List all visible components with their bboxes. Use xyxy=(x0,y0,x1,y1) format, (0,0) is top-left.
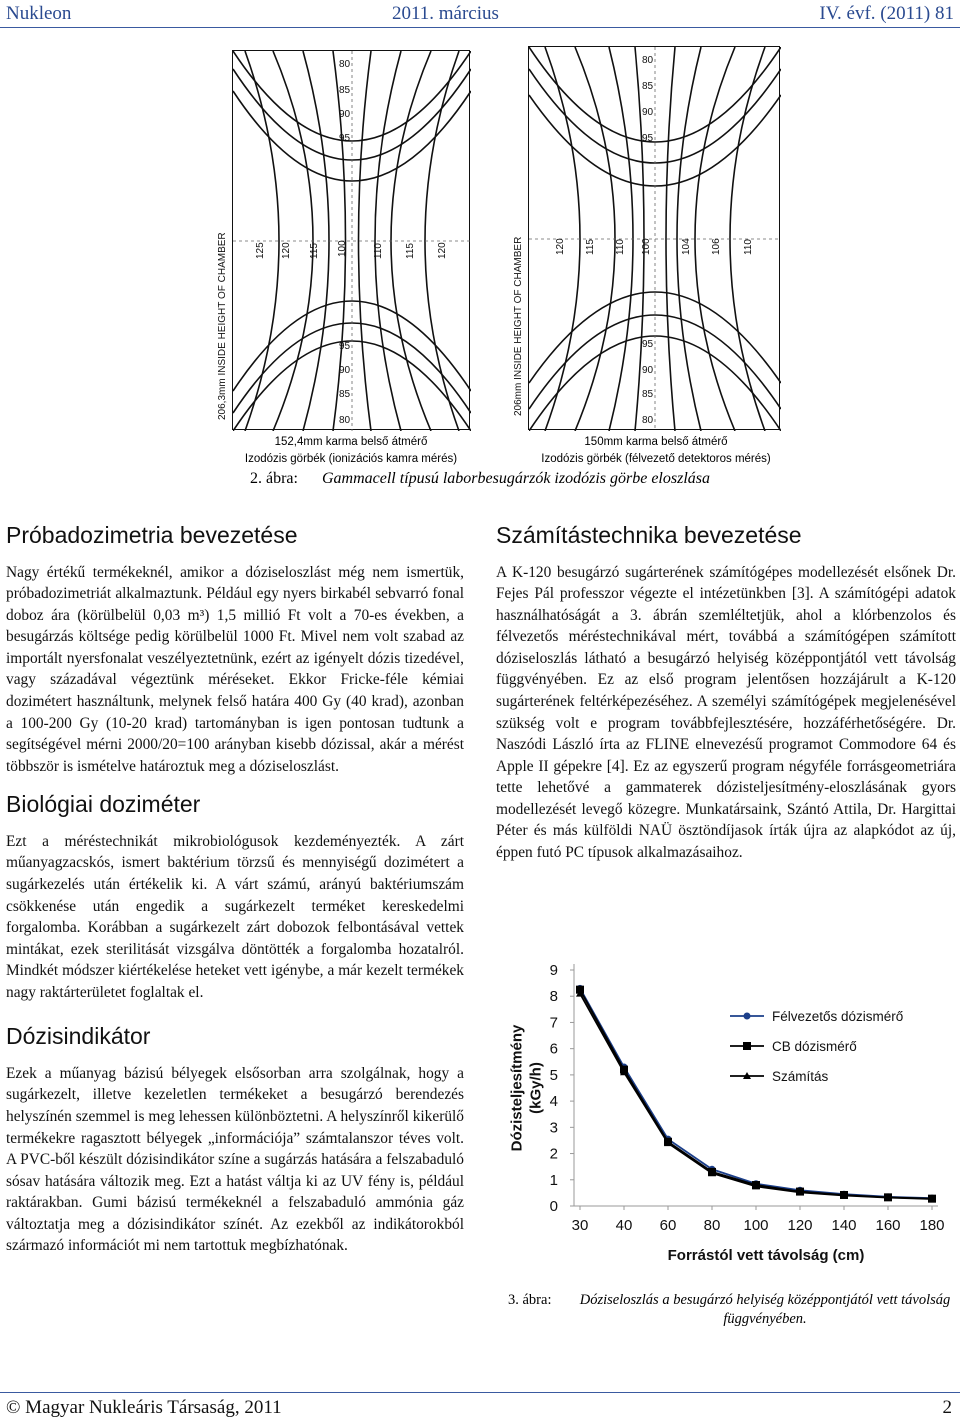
isodose-curves-right xyxy=(529,47,781,431)
right-label-v7: 110 xyxy=(743,239,754,255)
y-tick-label: 8 xyxy=(549,988,558,1006)
figure-2 xyxy=(170,44,790,494)
left-label-top-2: 85 xyxy=(339,85,351,96)
left-label-v6: 115 xyxy=(405,243,416,259)
left-label-v3: 115 xyxy=(309,243,320,259)
left-height-text: 206,3mm INSIDE HEIGHT OF CHAMBER xyxy=(217,232,228,420)
legend-label-2: CB dózismérő xyxy=(772,1039,857,1054)
left-label-bot-3: 90 xyxy=(339,365,351,376)
volume-info: IV. évf. (2011) 81 xyxy=(819,2,954,24)
left-label-bot-4: 95 xyxy=(339,341,351,352)
left-label-bot-2: 85 xyxy=(339,389,351,400)
x-tick-label: 180 xyxy=(919,1217,945,1234)
left-label-bot-1: 80 xyxy=(339,415,351,426)
isodose-curves-left xyxy=(233,51,471,431)
x-tick-label: 140 xyxy=(831,1217,857,1234)
figure-3-number: 3. ábra: xyxy=(508,1292,552,1308)
legend-label-3: Számítás xyxy=(772,1069,829,1084)
section-title-probadozimetria: Próbadozimetria bevezetése xyxy=(6,522,298,548)
isodose-plot-right xyxy=(528,46,780,430)
figure-2-caption xyxy=(0,470,960,488)
right-label-top-4: 95 xyxy=(642,133,654,144)
right-label-bot-2: 85 xyxy=(642,389,654,400)
right-label-bot-4: 95 xyxy=(642,339,654,350)
y-tick-label: 3 xyxy=(549,1119,558,1137)
x-tick-label: 120 xyxy=(787,1217,813,1234)
figure-2-text: Gammacell típusú laborbesugárzók izodózis görbe eloszlása xyxy=(321,470,710,487)
left-label-v7: 120 xyxy=(437,242,448,259)
x-axis-title: Forrástól vett távolság (cm) xyxy=(667,1247,865,1264)
x-tick-label: 60 xyxy=(659,1217,677,1234)
left-label-v5: 110 xyxy=(373,243,384,259)
left-label-v1: 125 xyxy=(255,242,266,259)
section-text-dozisindikator: Ezek a műanyag bázisú bélyegek elsősorban arra szolgálnak, hogy a sugárkezelt, illetve kezeletlen termékeket a besugárzó berendezés helyszínén szemmel is meg lehessen különböztetni. A helyszínről kikerülő termékekre ragasztott bélyegek „információja” számtalanszor téves volt. A PVC-ből készült dózisindikátor színe a sugárzás hatására a felszabaduló sósav hatására változik meg. Ezt a hatást váltja ki az UV fény is, például raktárakban. Gumi bázisú termékeknél a felszabaduló ammónia gáz változtatja meg a dózisindikátor színét. Az ezekből az indikátorokból származó információt mi nem tartottuk megbízhatónak. xyxy=(6,1064,464,1255)
journal-name: Nukleon xyxy=(6,2,72,24)
left-label-v2: 120 xyxy=(281,242,292,259)
right-label-v4: 100 xyxy=(641,238,652,255)
y-tick-label: 0 xyxy=(549,1198,558,1215)
legend-label-1: Félvezetős dózismérő xyxy=(772,1009,904,1024)
right-label-top-3: 90 xyxy=(642,107,654,118)
left-caption-line-2: Izodózis görbék (ionizációs kamra mérés) xyxy=(244,452,458,465)
right-label-bot-1: 80 xyxy=(642,415,654,426)
y-tick-label: 4 xyxy=(549,1093,558,1111)
y-tick-label: 6 xyxy=(549,1040,558,1058)
right-label-v6: 106 xyxy=(711,238,722,255)
left-height-label xyxy=(212,50,230,430)
x-tick-label: 30 xyxy=(571,1217,589,1234)
figure-3-text: Dóziseloszlás a besugárzó helyiség középpontjától vett távolság függvényében. xyxy=(579,1292,951,1327)
y-tick-label: 5 xyxy=(549,1066,558,1084)
right-caption-line-1: 150mm karma belső átmérő xyxy=(584,436,728,448)
right-label-v5: 104 xyxy=(681,238,692,255)
left-label-top-3: 90 xyxy=(339,109,351,120)
section-title-szamitastechnika: Számítástechnika bevezetése xyxy=(496,522,802,548)
legend-marker-1 xyxy=(744,1013,751,1020)
series-line-3 xyxy=(580,994,932,1199)
right-label-bot-3: 90 xyxy=(642,365,654,376)
x-tick-label: 80 xyxy=(703,1217,721,1234)
right-height-text: 206mm INSIDE HEIGHT OF CHAMBER xyxy=(513,236,524,416)
left-column xyxy=(6,522,464,1257)
right-label-top-2: 85 xyxy=(642,81,654,92)
section-text-probadozimetria: Nagy értékű termékeknél, amikor a dóziseloszlást még nem ismertük, próbadozimetriát alkalmaztunk. Például egy nyers birkabél sebvarró fonal doboz ára (körülbelül 0,03 m³) 1,5 millió Ft volt a 70-es években, a besugárzás költsége pedig körülbelül 1000 Ft. Mivel nem volt szabad az importált nyersfonalat veszélyeztetnünk, ezért az igényelt dózis tizedével, vagy századával végeztünk méréseket. Ekkor Fricke-féle kémiai dozimétert használtunk, melynek felső határa 400 Gy (40 krad), azonban a 100-200 Gy (10-20 krad) tartományban is igen pontosan tudtunk a segítségével mérni 2000/20=100 arányban kisebb dózissal, akár a mérést többször is ismételve határoztuk meg a dóziseloszlást. xyxy=(6,563,464,775)
copyright: © Magyar Nukleáris Társaság, 2011 xyxy=(6,1396,282,1418)
page-footer xyxy=(0,1392,960,1422)
left-label-top-1: 80 xyxy=(339,59,351,70)
figure-3-caption xyxy=(496,1291,956,1329)
right-figure-caption xyxy=(522,434,790,467)
left-caption-line-1: 152,4mm karma belső átmérő xyxy=(274,436,428,448)
x-tick-label: 100 xyxy=(743,1217,769,1234)
y-tick-label: 2 xyxy=(549,1145,558,1163)
x-tick-label: 40 xyxy=(615,1217,633,1234)
right-height-label xyxy=(508,46,526,430)
y-axis-title: Dózisteljesítmény (kGy/h) xyxy=(508,1024,545,1152)
right-label-v1: 120 xyxy=(555,238,566,255)
right-label-v3: 110 xyxy=(615,239,626,255)
dose-rate-chart xyxy=(496,950,956,1280)
right-label-v2: 115 xyxy=(585,239,596,255)
section-title-dozisindikator: Dózisindikátor xyxy=(6,1023,151,1050)
chart-svg xyxy=(496,950,956,1280)
right-label-top-1: 80 xyxy=(642,55,654,66)
section-title-biologiai: Biológiai doziméter xyxy=(6,791,201,818)
isodose-plot-left xyxy=(232,50,470,430)
section-text-szamitastechnika: A K-120 besugárzó sugárterének számítógépes modellezését elsőnek Dr. Fejes Pál professzor végezte el intézetünkben [3]. A számítógépi adatok használhatóságát a 3. ábrán szemléltetjük, ahol a klórbenzolos és félvezetős méréstechnikával mért, továbbá a számítógépen számított dóziseloszlás látható a besugárzó helyiség középpontjától vett távolság függvényében. Ez az első program jelentősen hozzájárult a K-120 sugárterének feltérképezéséhez. A személyi számítógépek megjelenésével szükség volt e program továbbfejlesztésére, hozzáférhetőségére. Dr. Naszódi László írta az FLINE elnevezésű programot Commodore 64 és Apple II gépekre [4]. Ez az egyszerű program négyféle forrásgeometriára tette lehetővé a gammaterek dózisteljesítmény-eloszlásának gyors modellezését levegő közegre. Munkatársaink, Szántó Attila, Dr. Hargittai Péter és más külföldi NAÜ ösztöndíjasok írták újra az alapkódot az új, éppen futó PC típusok alkalmazásaihoz. xyxy=(496,563,956,861)
figure-2-number: 2. ábra: xyxy=(250,470,298,487)
legend-marker-2 xyxy=(743,1042,751,1050)
left-label-v4: 100 xyxy=(337,240,348,257)
section-text-biologiai: Ezt a méréstechnikát mikrobiológusok kezdeményezték. A zárt műanyagzacskós, ismert baktérium törzsű és mennyiségű dozimétert a sugárkezelés után értékelik ki. A várt számú, arányú baktériumszám csökkenése után engedik a sugárkezelt terméket kereskedelmi forgalomba. Korábban a sugárkezelt zárt dobozok felbontásával vettek mintákat, ezek sterilitását vizsgálva döntötték a forgalomba hozatalról. Mindkét módszer kiértékelése heteket vett igénybe, a már kezelt termékek nagy raktárterületet foglaltak el. xyxy=(6,832,464,1001)
left-figure-caption xyxy=(232,434,470,467)
left-label-top-4: 95 xyxy=(339,133,351,144)
y-tick-label: 7 xyxy=(549,1014,558,1032)
page-header xyxy=(0,0,960,28)
y-tick-label: 1 xyxy=(549,1171,558,1189)
y-tick-label: 9 xyxy=(549,962,558,979)
page-number: 2 xyxy=(942,1396,952,1418)
x-tick-label: 160 xyxy=(875,1217,901,1234)
issue-date: 2011. március xyxy=(391,2,499,24)
right-caption-line-2: Izodózis görbék (félvezető detektoros mérés) xyxy=(541,452,771,465)
right-column xyxy=(496,522,956,863)
